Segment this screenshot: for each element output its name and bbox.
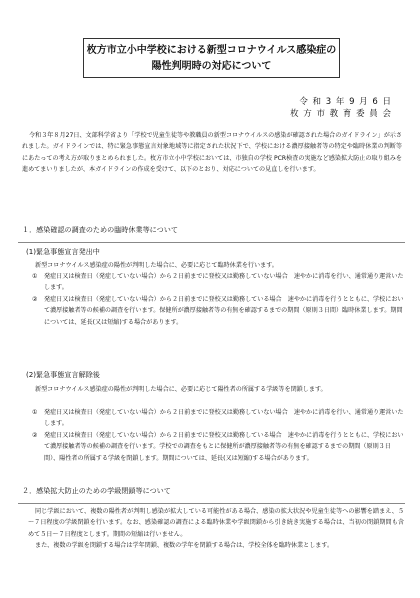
section-2-paragraph-2: また、複数の学級を閉鎖する場合は学年閉鎖、複数の学年を閉鎖する場合は、学校全体を臨時休業とします。 (35, 542, 334, 550)
list-item (32, 430, 404, 464)
title-line-2: 陽性判明時の対応について (151, 61, 272, 72)
section-2-title: ２．感染拡大防止のための学級閉鎖等について (22, 486, 171, 495)
intro-paragraph: 令和３年８月27日、文部科学省より「学校で児童生徒等や教職員の新型コロナウイルスの感染が確認された場合のガイドライン」が示されました。ガイドラインでは、特に緊急事態宣言対象地域等に指定された状況下で、学校における濃厚接触者等の特定や臨時休業の判断等にあたっての考え方が取りまとめられました。枚方市立小中学校においては、市独自の学校 PCR検査の実施など感染拡大防止の取り組みを進めてまいりましたが、本ガイドラインの作成を受けて、以下のとおり、対応についての見直しを行います。 (22, 132, 402, 174)
section-2-divider (18, 503, 405, 504)
document-issuer: 枚 方 市 教 育 委 員 会 (290, 109, 392, 119)
subsection-2-lead: 新型コロナウイルス感染症の陽性が判明した場合に、必要に応じて陽性者の所属する学級等を閉鎖します。 (35, 386, 327, 393)
list-item-number: ② (32, 295, 38, 303)
list-item (32, 294, 404, 328)
document-title (83, 38, 340, 78)
list-item-text: 発症日又は検査日（発症していない場合）から２日前までに登校又は勤務していない場合 速やかに消毒を行い、通常通り運営いたします。 (44, 409, 404, 428)
section-2-body (28, 506, 404, 552)
list-item-number: ② (32, 431, 38, 439)
list-item (32, 271, 404, 294)
section-2-paragraph-1: 同じ学級において、複数の陽性者が判明し感染が拡大している可能性がある場合、感染の拡大状況や児童生徒等への影響を踏まえ、５～７日程度の学級閉鎖を行います。なお、感染確認の調査による臨時休業や学級閉鎖から引き続き実施する場合は、当初の閉鎖期間も含めて５日～７日程度とします。期間の短縮は行いません。 (28, 508, 404, 538)
list-item-text: 発症日又は検査日（発症していない場合）から２日前までに登校又は勤務していない場合 速やかに消毒を行い、通常通り運営いたします。 (44, 273, 404, 292)
list-item-number: ① (32, 273, 38, 280)
subsection-1-title: (1)緊急事態宣言発出中 (26, 247, 100, 256)
title-line-1: 枚方市立小中学校における新型コロナウイルス感染症の (86, 45, 337, 56)
subsection-1-list (32, 271, 404, 328)
subsection-1-lead: 新型コロナウイルス感染症の陽性が判明した場合に、必要に応じて臨時休業を行います。 (35, 262, 278, 269)
list-item (32, 407, 404, 430)
list-item-number: ① (32, 409, 38, 416)
section-1-divider (18, 242, 405, 243)
subsection-2-title: (2)緊急事態宣言解除後 (26, 370, 100, 379)
document-date: 令 和 3 年 9 月 6 日 (299, 97, 392, 107)
list-item-text: 発症日又は検査日（発症していない場合）から２日前までに登校又は勤務している場合 速やかに消毒を行うとともに、学校において濃厚接触者等の候補の調査を行います。保健所が濃厚接触者等の有無を確認するまでの期間（原則３日間）臨時休業します。期間については、延長(又は短縮)する場合があります。 (44, 295, 404, 326)
list-item-text: 発症日又は検査日（発症していない場合）から２日前までに登校又は勤務している場合 速やかに消毒を行うとともに、学校において濃厚接触者等の候補の調査を行います。学校での調査をもとに保健所が濃厚接触者等の有無を確認するまでの期間（原則３日間）、陽性者の所属する学級を閉鎖します。期間については、延長(又は短縮)する場合があります。 (44, 431, 404, 462)
section-1-title: １．感染確認の調査のための臨時休業等について (22, 225, 178, 234)
subsection-2-list (32, 407, 404, 464)
